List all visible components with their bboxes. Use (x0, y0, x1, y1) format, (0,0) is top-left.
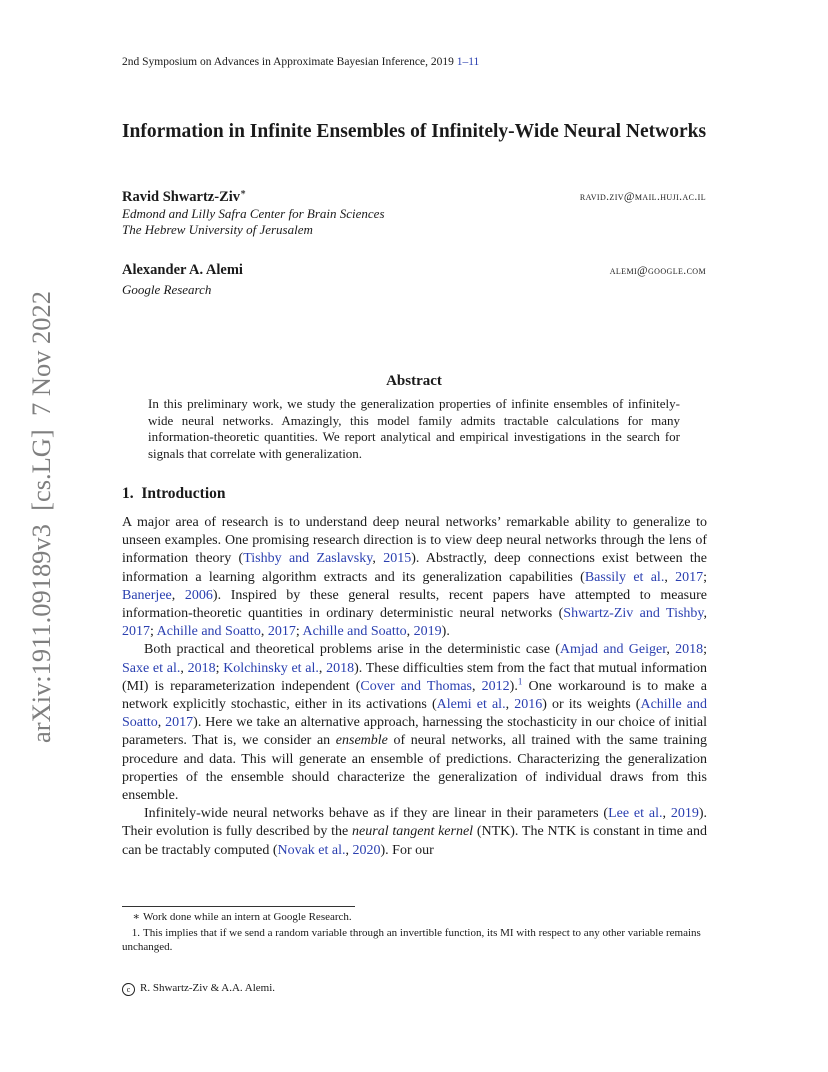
footnote-2-text: This implies that if we send a random variable through an invertible function, its MI with respect to any other variable remains unchanged. (122, 927, 701, 953)
paragraph-text: ). Here we take an alternative approach, harnessing the stochasticity in our choice of initial parameters. That is, we consider an (122, 715, 707, 749)
section-heading (122, 485, 226, 503)
author-2-email: alemi@google.com (609, 265, 706, 277)
paragraph-text: , (345, 842, 353, 858)
paragraph-3 (122, 805, 707, 860)
paragraph-text: ) or its weights ( (542, 697, 641, 713)
paragraph-text: ; (215, 660, 224, 676)
citation-link[interactable]: 2015 (383, 551, 412, 567)
paragraph-text: ). Abstractly, deep connections exist between the information a learning algorithm extracts and its generalization capabilities ( (122, 551, 708, 585)
paragraph-text: ). (509, 678, 518, 694)
footnote-ref[interactable]: 1 (517, 676, 523, 687)
section-title: Introduction (141, 485, 226, 502)
paragraph-text: , (171, 587, 185, 603)
abstract-text: In this preliminary work, we study the generalization properties of infinite ensembles of infinitely-wide neural networks. Amazingly, this model family admits tractable calculations for many information-theoretic quantities. We report analytical and empirical investigations in the search for signals that correlate with generalization. (148, 396, 680, 461)
citation-link[interactable]: Achille and Soatto (156, 624, 261, 640)
paragraph-text: One workaround is to make a network explicitly stochastic, either in its activations ( (122, 678, 708, 713)
paragraph-text: ; (703, 569, 707, 585)
author-2-affiliation: Google Research (122, 282, 212, 297)
citation-link[interactable]: 2017 (675, 569, 704, 585)
paragraph-text: , (157, 715, 166, 731)
citation-link[interactable]: 2017 (122, 624, 150, 640)
citation-link[interactable]: 2018 (675, 642, 704, 658)
citation-link[interactable]: Amjad and Geiger (559, 642, 667, 658)
author-1-affiliation-line-1: Edmond and Lilly Safra Center for Brain Sciences (122, 206, 385, 221)
arxiv-stamp (10, 290, 60, 745)
paragraph-text: , (180, 660, 188, 676)
paper-title: Information in Infinite Ensembles of Infinitely-Wide Neural Networks (121, 121, 707, 142)
copyright-line (122, 982, 275, 996)
citation-link[interactable]: Saxe et al. (122, 660, 181, 676)
paragraph-text: , (666, 642, 676, 658)
arxiv-stamp-text: arXiv:1911.09189v3 [cs.LG] 7 Nov 2022 (27, 299, 56, 743)
citation-link[interactable]: Banerjee (122, 587, 172, 603)
paragraph-text: ). For our (380, 842, 434, 858)
citation-link[interactable]: Tishby and Zaslavsky (243, 551, 373, 567)
citation-link[interactable]: 2016 (514, 697, 543, 713)
copyright-text: R. Shwartz-Ziv & A.A. Alemi. (140, 982, 276, 994)
author-1-affiliation-line-2: The Hebrew University of Jerusalem (122, 222, 313, 237)
citation-link[interactable]: 2019 (413, 624, 442, 640)
emphasized-term: neural tangent kernel (352, 824, 474, 840)
paragraph-text: , (406, 624, 414, 640)
footnote-2-mark: 1. (131, 927, 140, 939)
citation-link[interactable]: Kolchinsky et al. (223, 660, 319, 676)
paragraph-text: A major area of research is to understand deep neural networks’ remarkable ability to generalize to unseen examples. One promising research direction is to view deep neural networks through the lens of information theory ( (122, 515, 707, 567)
citation-link[interactable]: 2018 (326, 660, 355, 676)
author-1-name: Ravid Shwartz-Ziv (122, 189, 241, 205)
copyright-icon: c (122, 983, 135, 996)
paragraph-text: , (664, 569, 676, 585)
paragraph-text: , (472, 678, 482, 694)
paragraph-text: ; (295, 624, 303, 640)
footnote-1-mark: ∗ (132, 911, 140, 923)
citation-link[interactable]: 2012 (481, 678, 510, 694)
author-2-name: Alexander A. Alemi (122, 262, 243, 278)
footnote-1 (122, 910, 707, 924)
paragraph-text: ). These difficulties stem from the fact that mutual information (MI) is reparameterization independent ( (122, 660, 708, 694)
author-1-footnote-mark: ∗ (240, 187, 247, 198)
author-1-email: ravid.ziv@mail.huji.ac.il (579, 191, 706, 203)
running-head (122, 56, 479, 68)
citation-link[interactable]: Achille and Soatto (122, 697, 708, 731)
citation-link[interactable]: Shwartz-Ziv and Tishby (563, 606, 704, 622)
arxiv-stamp-svg (10, 290, 60, 745)
citation-link[interactable]: Lee et al. (608, 806, 663, 822)
citation-link[interactable]: Alemi et al. (436, 697, 506, 713)
paragraph-text: , (505, 697, 515, 713)
paragraph-text: , (260, 624, 268, 640)
citation-link[interactable]: Bassily et al. (584, 569, 665, 585)
author-1 (122, 189, 246, 206)
paragraph-text: , (372, 551, 384, 567)
paragraph-text: ; (150, 624, 157, 640)
section-number: 1. (122, 485, 134, 502)
paragraph-text: Infinitely-wide neural networks behave as if they are linear in their parameters ( (144, 806, 609, 822)
emphasized-term: ensemble (335, 733, 388, 749)
citation-link[interactable]: 2017 (267, 624, 296, 640)
citation-link[interactable]: 2006 (184, 587, 213, 603)
page-range-link[interactable]: 1–11 (456, 56, 480, 68)
paragraph-text: ; (703, 642, 708, 658)
paragraph-text: , (703, 606, 707, 622)
paragraph-text: (NTK). The NTK is constant in time and can be tractably computed ( (122, 824, 707, 858)
paragraph-text: , (318, 660, 327, 676)
abstract-heading: Abstract (386, 373, 442, 389)
paragraph-text: of neural networks, all trained with the same training procedure and data. This will generate an ensemble of predictions. Characterizing the generalization properties of the ensemble should characterize the generalization of individual draws from this ensemble. (122, 733, 707, 804)
citation-link[interactable]: 2019 (670, 806, 699, 822)
paragraph-1 (122, 514, 707, 641)
paragraph-text: , (662, 806, 671, 822)
footnote-2 (122, 926, 707, 954)
paragraph-2 (122, 641, 707, 805)
paragraph-text: ). Their evolution is fully described by the (122, 806, 708, 840)
paragraph-text: ). (441, 624, 450, 640)
footnote-rule (122, 906, 355, 907)
citation-link[interactable]: 2018 (187, 660, 216, 676)
citation-link[interactable]: 2017 (165, 715, 194, 731)
paragraph-text: Both practical and theoretical problems arise in the deterministic case ( (144, 642, 560, 658)
footnote-1-text: Work done while an intern at Google Research. (143, 911, 352, 923)
body-text (122, 514, 707, 860)
citation-link[interactable]: Achille and Soatto (302, 624, 407, 640)
citation-link[interactable]: 2020 (352, 842, 381, 858)
citation-link[interactable]: Novak et al. (277, 842, 346, 858)
venue-text: 2nd Symposium on Advances in Approximate Bayesian Inference, 2019 (122, 56, 457, 68)
citation-link[interactable]: Cover and Thomas (360, 678, 473, 694)
paragraph-text: ). Inspired by these general results, recent papers have attempted to measure information-theoretic quantities in ordinary deterministic neural networks ( (122, 587, 707, 622)
